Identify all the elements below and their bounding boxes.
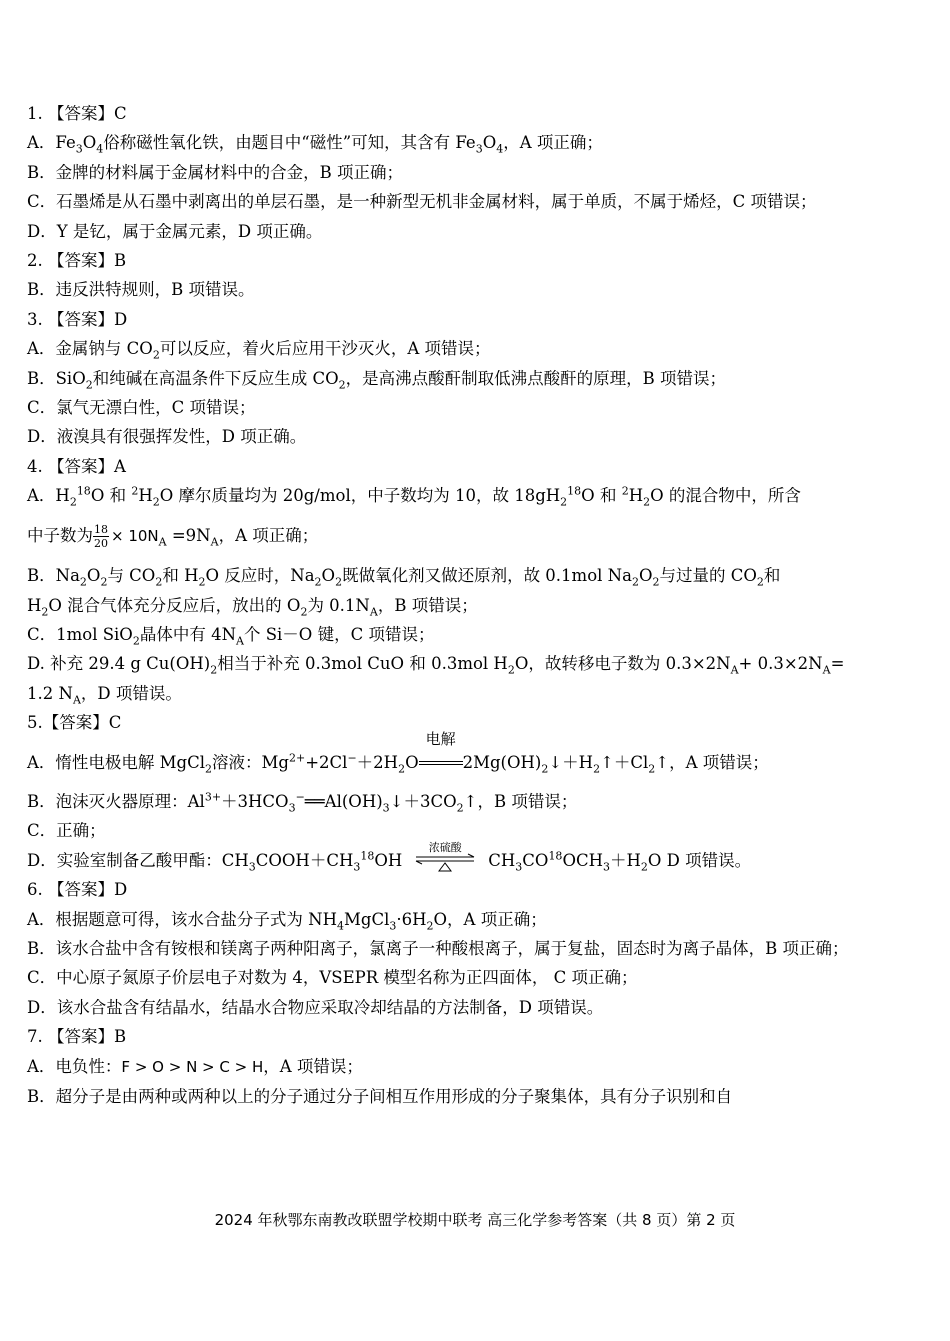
q6-option-a: A．根据题意可得，该水合盐分子式为 $NH_4MgCl_3\cdot 6H_2O$，A 项正确；: [27, 909, 547, 932]
q7-option-a: A．电负性：F > O > N > C > H，A 项错误；: [27, 1056, 363, 1076]
q5-header: 5.【答案】C: [27, 713, 122, 733]
q3-option-b: B．SiO$_2$和纯碱在高温条件下反应生成 $CO_2$，是高沸点酸酐制取低沸点酸酐的原理，B 项错误；: [27, 368, 727, 391]
q4-option-a-line1: A．$H_2^{18}O$ 和 $^2H_2O$ 摩尔质量均为 20g/mol，中子数均为 10，故 $18gH_2^{18}O$ 和 $^2H_2O$ 的混合物中，所含: [27, 484, 801, 509]
q3-option-d: D．液溴具有很强挥发性，D 项正确。: [27, 427, 307, 447]
q7-header: 7. 【答案】B: [27, 1027, 127, 1047]
q3-header: 3. 【答案】D: [27, 309, 128, 329]
q3-option-a: A．金属钠与 $CO_2$可以反应，着火后应用干沙灭火，A 项错误；: [27, 339, 491, 362]
q2-option-b: B．违反洪特规则，B 项错误。: [27, 280, 255, 300]
q4-header: 4. 【答案】A: [27, 456, 126, 476]
q6-option-b: B．该水合盐中含有铵根和镁离子两种阳离子，氯离子一种酸根离子，属于复盐，固态时为离子晶体，B 项正确；: [27, 938, 849, 958]
q3-option-c: C．氯气无漂白性，C 项错误；: [27, 398, 256, 418]
q6-option-d: D．该水合盐含有结晶水，结晶水合物应采取冷却结晶的方法制备，D 项错误。: [27, 997, 604, 1017]
q4-option-b-line2: $H_2O$ 混合气体充分反应后，放出的 $O_2$为 $0.1N_A$，B 项错误；: [27, 595, 478, 618]
page-footer: 2024 年秋鄂东南教改联盟学校期中联考 高三化学参考答案（共 8 页）第 2 页: [214, 1211, 736, 1229]
q4-option-d-line2: 1.2 $N_A$，D 项错误。: [27, 683, 182, 707]
q1-option-b: B．金牌的材料属于金属材料中的合金，B 项正确；: [27, 162, 403, 182]
q1-option-c: C．石墨烯是从石墨中剥离出的单层石墨，是一种新型无机非金属材料，属于单质，不属于烯烃，C 项错误；: [27, 192, 817, 212]
q5-option-c: C．正确；: [27, 821, 106, 841]
q6-header: 6. 【答案】D: [27, 880, 128, 900]
q1-header: 1. 【答案】C: [27, 104, 127, 123]
q4-option-d-line1: D. 补充 29.4 g $Cu(OH)_2$相当于补充 0.3mol CuO 和 0.3mol $H_2O$，故转移电子数为 $0.3\times 2N_A+ 0.3\times 2N_A=$: [27, 654, 845, 677]
q4-option-a-line2: 中子数为 $\frac{18}{20}$ × $10N_A =9N_A$，A 项正确；: [27, 522, 319, 550]
q7-option-b: B．超分子是由两种或两种以上的分子通过分子间相互作用形成的分子聚集体，具有分子识别和自: [27, 1087, 733, 1106]
q5-option-b: B．泡沫灭火器原理：$Al^{3+}+3HCO_3^-══Al(OH)_3↓+3CO_2↑$，B 项错误；: [27, 790, 578, 815]
q2-header: 2. 【答案】B: [27, 251, 127, 271]
q1-option-a: A．$Fe_3O_4$俗称磁性氧化铁，由题目中“磁性”可知，其含有 $Fe_3O_4$，A 项正确；: [27, 133, 603, 156]
q4-option-b-line1: B．$Na_2O_2$与 $CO_2$和 $H_2O$ 反应时，$Na_2O_2$既做氧化剂又做还原剂，故 0.1mol $Na_2O_2$与过量的 $CO_2$和: [27, 566, 781, 589]
reversible-heat-arrow: 浓硫酸: [412, 850, 478, 872]
q5-option-d: D．实验室制备乙酸甲酯：$CH_3COOH+CH_3^{18}OH$ 浓硫酸 $CH_3CO^{18}OCH_3+H_2O$ D 项错误。: [27, 841, 752, 874]
answer-content: [27, 99, 857, 1111]
q4-option-c: C．1mol SiO$_2$晶体中有 $4N_A$个 Si－O 键，C 项错误；: [27, 624, 435, 648]
q5-option-a: A．惰性电极电解 MgCl$_2$溶液：$Mg^{2+}+2Cl^-+2H_2O$ 电解 $2Mg(OH)_2↓+H_2↑+Cl_2↑$，A 项错误；: [27, 748, 857, 777]
q1-option-d: D．Y 是钇，属于金属元素，D 项正确。: [27, 221, 323, 241]
q6-option-c: C．中心原子氮原子价层电子对数为 4，VSEPR 模型名称为正四面体， C 项正确；: [27, 968, 638, 988]
electrolysis-arrow: 电解: [419, 748, 463, 777]
fraction-18-20: $\frac{18}{20}$: [94, 522, 108, 550]
